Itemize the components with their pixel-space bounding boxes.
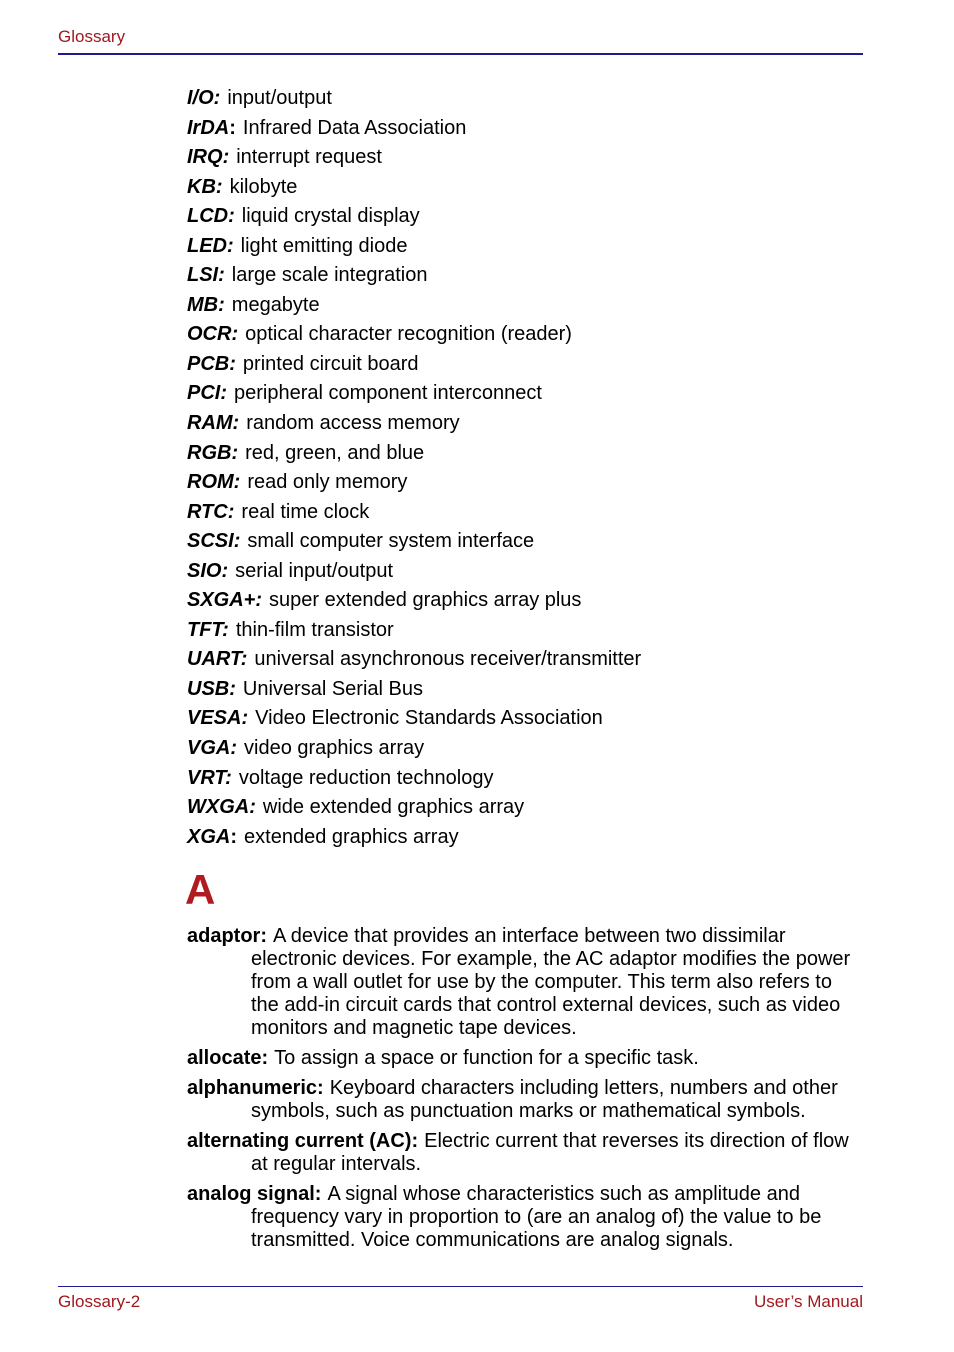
abbreviation-colon: : xyxy=(249,796,256,819)
abbreviation-term: ROM xyxy=(187,471,234,494)
abbreviation-entry xyxy=(187,586,867,616)
abbreviation-entry xyxy=(187,675,867,705)
abbreviation-colon: : xyxy=(229,116,236,139)
abbreviation-definition: interrupt request xyxy=(236,146,382,169)
glossary-entry xyxy=(187,1047,863,1070)
glossary-definition: To assign a space or function for a specific task. xyxy=(274,1047,699,1069)
footer-page-number: Glossary-2 xyxy=(58,1292,141,1311)
abbreviation-entry xyxy=(187,261,867,291)
footer-manual-title: User’s Manual xyxy=(754,1292,863,1311)
abbreviation-colon: : xyxy=(241,707,249,730)
glossary-term: adaptor: xyxy=(187,925,267,947)
abbreviation-entry xyxy=(187,291,867,321)
abbreviation-definition: optical character recognition (reader) xyxy=(245,323,572,346)
abbreviation-colon: : xyxy=(218,264,225,287)
abbreviation-entry xyxy=(187,84,867,114)
abbreviation-colon: : xyxy=(220,382,228,405)
abbreviation-colon: : xyxy=(230,737,238,760)
abbreviation-colon: : xyxy=(232,412,240,435)
abbreviation-entry xyxy=(187,527,867,557)
abbreviation-term: RGB xyxy=(187,441,232,464)
abbreviation-definition: megabyte xyxy=(231,293,320,316)
abbreviation-definition: wide extended graphics array xyxy=(262,796,525,819)
abbreviation-entry xyxy=(187,232,867,262)
abbreviation-colon: : xyxy=(230,825,238,848)
abbreviation-definition: light emitting diode xyxy=(240,234,408,257)
abbreviation-definition: large scale integration xyxy=(231,264,428,287)
header-rule xyxy=(58,53,863,55)
abbreviation-definition: small computer system interface xyxy=(247,530,535,553)
abbreviation-term: RTC xyxy=(187,500,228,523)
abbreviation-term: KB xyxy=(187,175,216,198)
abbreviation-term: I/O xyxy=(187,87,214,109)
abbreviation-definition: serial input/output xyxy=(235,559,394,582)
abbreviation-term: WXGA xyxy=(187,796,250,819)
abbreviation-colon: : xyxy=(255,589,263,612)
abbreviation-colon: : xyxy=(227,500,235,523)
abbreviation-definition: Universal Serial Bus xyxy=(242,677,423,700)
glossary-entry xyxy=(187,1130,863,1176)
abbreviation-colon: : xyxy=(228,205,235,228)
abbreviation-entry xyxy=(187,823,867,853)
abbreviation-entry xyxy=(187,704,867,734)
abbreviation-term: OCR xyxy=(187,323,232,346)
glossary-definition: Keyboard characters including letters, numbers and other symbols, such as punctuation marks or mathematical symbols. xyxy=(251,1077,838,1122)
abbreviation-entry xyxy=(187,114,867,144)
glossary-definition: Electric current that reverses its direction of flow at regular intervals. xyxy=(251,1130,849,1175)
glossary-list xyxy=(187,925,863,1259)
glossary-definition: A signal whose characteristics such as amplitude and frequency vary in proportion to (are an analog of) the value to be transmitted. Voice communications are analog signals. xyxy=(251,1183,822,1251)
footer-rule xyxy=(58,1286,863,1287)
abbreviation-term: PCI xyxy=(187,382,221,405)
abbreviation-colon: : xyxy=(218,293,225,316)
abbreviation-colon: : xyxy=(233,530,241,553)
abbreviation-definition: real time clock xyxy=(241,500,370,523)
abbreviation-term: LED xyxy=(187,234,227,257)
glossary-term: analog signal: xyxy=(187,1183,322,1205)
abbreviation-term: XGA xyxy=(187,825,231,848)
abbreviation-colon: : xyxy=(221,559,229,582)
glossary-entry xyxy=(187,1077,863,1123)
abbreviation-term: VESA xyxy=(187,707,242,730)
abbreviation-entry xyxy=(187,645,867,675)
abbreviation-entry xyxy=(187,173,867,203)
glossary-entry xyxy=(187,1183,863,1252)
abbreviation-colon: : xyxy=(231,323,239,346)
abbreviation-term: SIO xyxy=(187,559,222,582)
abbreviation-term: UART xyxy=(187,648,241,671)
abbreviation-definition: super extended graphics array plus xyxy=(269,589,582,612)
glossary-term: allocate: xyxy=(187,1047,269,1069)
abbreviation-colon: : xyxy=(240,648,248,671)
abbreviation-colon: : xyxy=(231,441,239,464)
abbreviation-definition: thin-film transistor xyxy=(235,618,394,641)
abbreviation-definition: printed circuit board xyxy=(242,352,419,375)
glossary-definition: A device that provides an interface between two dissimilar electronic devices. For example, the AC adaptor modifies the power from a wall outlet for use by the computer. This term also refers to the add-in circuit cards that control external devices, such as video monitors and magnetic tape devices. xyxy=(251,925,851,1039)
abbreviation-definition: extended graphics array xyxy=(244,825,459,848)
header-section-title: Glossary xyxy=(58,27,126,46)
abbreviation-colon: : xyxy=(222,618,229,641)
abbreviation-colon: : xyxy=(215,175,223,198)
abbreviation-entry xyxy=(187,143,867,173)
abbreviation-term: SXGA+ xyxy=(187,589,256,612)
glossary-term: alphanumeric: xyxy=(187,1077,324,1099)
abbreviation-term: IrDA xyxy=(187,116,230,139)
abbreviation-term: SCSI xyxy=(187,530,234,553)
abbreviation-entry xyxy=(187,498,867,528)
abbreviation-term: TFT xyxy=(187,618,223,641)
abbreviation-term: LSI xyxy=(187,264,219,287)
abbreviation-definition: universal asynchronous receiver/transmitter xyxy=(254,648,642,671)
abbreviation-definition: read only memory xyxy=(247,471,408,494)
abbreviation-definition: kilobyte xyxy=(229,175,298,198)
abbreviation-colon: : xyxy=(225,766,232,789)
abbreviation-entry xyxy=(187,350,867,380)
abbreviation-definition: red, green, and blue xyxy=(245,441,425,464)
abbreviation-entry xyxy=(187,734,867,764)
abbreviation-colon: : xyxy=(213,87,221,109)
abbreviation-definition: peripheral component interconnect xyxy=(234,382,542,405)
section-letter: A xyxy=(185,866,216,913)
abbreviation-term: MB xyxy=(187,293,219,316)
abbreviation-entry xyxy=(187,793,867,823)
abbreviation-definition: Video Electronic Standards Association xyxy=(255,707,603,730)
abbreviation-term: IRQ xyxy=(187,146,223,169)
abbreviation-colon: : xyxy=(233,471,241,494)
abbreviation-term: LCD xyxy=(187,205,229,228)
abbreviation-term: VGA xyxy=(187,737,231,760)
abbreviation-definition: random access memory xyxy=(246,412,460,435)
abbreviation-colon: : xyxy=(222,146,230,169)
abbreviation-entry xyxy=(187,616,867,646)
abbreviation-colon: : xyxy=(229,677,236,700)
abbreviation-definition: voltage reduction technology xyxy=(238,766,494,789)
abbreviation-definition: video graphics array xyxy=(244,737,425,760)
abbreviation-term: RAM xyxy=(187,412,233,435)
abbreviation-term: PCB xyxy=(187,352,230,375)
abbreviation-entry xyxy=(187,409,867,439)
abbreviation-definition: liquid crystal display xyxy=(241,205,420,228)
glossary-entry xyxy=(187,925,863,1040)
abbreviation-entry xyxy=(187,202,867,232)
abbreviation-definition: Infrared Data Association xyxy=(242,116,467,139)
abbreviation-entry xyxy=(187,468,867,498)
glossary-term: alternating current (AC): xyxy=(187,1130,419,1152)
abbreviation-definition: input/output xyxy=(227,87,332,109)
abbreviation-list xyxy=(187,84,867,852)
abbreviation-colon: : xyxy=(229,352,236,375)
abbreviation-term: USB xyxy=(187,677,230,700)
abbreviation-entry xyxy=(187,439,867,469)
abbreviation-colon: : xyxy=(227,234,234,257)
abbreviation-entry xyxy=(187,557,867,587)
abbreviation-entry xyxy=(187,320,867,350)
abbreviation-term: VRT xyxy=(187,766,226,789)
abbreviation-entry xyxy=(187,379,867,409)
abbreviation-entry xyxy=(187,764,867,794)
